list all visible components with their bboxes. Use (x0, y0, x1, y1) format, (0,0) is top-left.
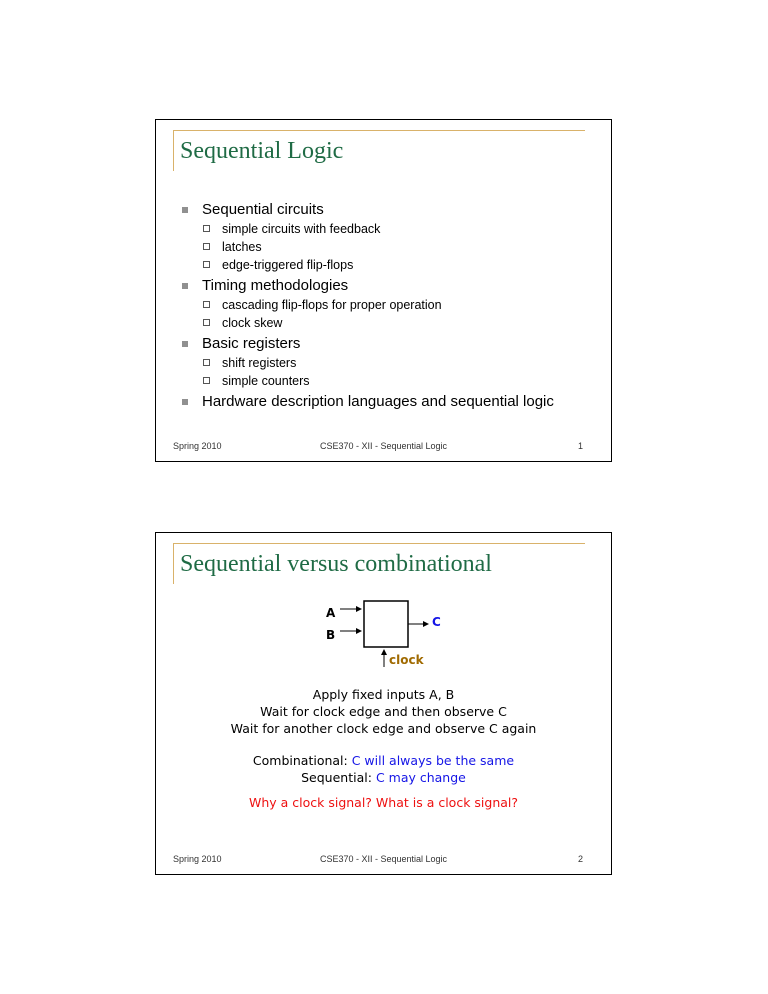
sub-bullet-item (202, 372, 602, 390)
combinational-line (156, 752, 611, 769)
hollow-square-bullet-icon (203, 359, 210, 366)
slide-2 (155, 532, 612, 875)
bullet-text: Basic registers (202, 335, 301, 352)
slide-title: Sequential Logic (180, 138, 344, 164)
title-rule-vertical (173, 130, 174, 171)
sub-bullet-text: edge-triggered flip-flops (222, 258, 354, 272)
instructions (156, 686, 611, 737)
footer-date: Spring 2010 (173, 854, 222, 864)
title-rule-horizontal (173, 130, 585, 131)
comparison (156, 752, 611, 786)
sequential-value: C may change (375, 770, 466, 785)
hollow-square-bullet-icon (203, 243, 210, 250)
footer-date: Spring 2010 (173, 441, 222, 451)
hollow-square-bullet-icon (203, 225, 210, 232)
square-bullet-icon (182, 283, 188, 289)
sub-bullet-item (202, 314, 602, 332)
instruction-line: Wait for clock edge and then observe C (260, 704, 507, 719)
slide-1 (155, 119, 612, 462)
hollow-square-bullet-icon (203, 301, 210, 308)
sub-bullet-text: clock skew (222, 316, 283, 330)
sub-bullet-item (202, 354, 602, 372)
sequential-label: Sequential: (301, 770, 372, 785)
footer-course: CSE370 - XII - Sequential Logic (319, 854, 448, 864)
bullet-text: Hardware description languages and sequential logic (202, 393, 554, 410)
hollow-square-bullet-icon (203, 377, 210, 384)
question: Why a clock signal? What is a clock signal? (248, 795, 519, 810)
sub-bullet-list (202, 354, 602, 390)
footer-page-number: 1 (577, 441, 583, 451)
sub-bullet-item (202, 238, 602, 256)
sub-bullet-text: simple circuits with feedback (222, 222, 381, 236)
footer-course: CSE370 - XII - Sequential Logic (319, 441, 448, 451)
bullet-text: Timing methodologies (202, 277, 349, 294)
sub-bullet-item (202, 296, 602, 314)
square-bullet-icon (182, 399, 188, 405)
sub-bullet-list (202, 296, 602, 332)
sub-bullet-text: simple counters (222, 374, 310, 388)
input-a-label: A (326, 606, 336, 620)
footer-page-number: 2 (577, 854, 583, 864)
sub-bullet-text: shift registers (222, 356, 297, 370)
bullet-item (182, 392, 602, 412)
hollow-square-bullet-icon (203, 261, 210, 268)
sequential-line (156, 769, 611, 786)
combinational-label: Combinational: (252, 753, 348, 768)
sub-bullet-item (202, 220, 602, 238)
input-b-label: B (326, 628, 336, 642)
sub-bullet-text: latches (222, 240, 262, 254)
bullet-item (182, 334, 602, 390)
bullet-text: Sequential circuits (202, 201, 324, 218)
square-bullet-icon (182, 207, 188, 213)
output-c-label: C (432, 615, 441, 629)
sub-bullet-text: cascading flip-flops for proper operation (222, 298, 442, 312)
hollow-square-bullet-icon (203, 319, 210, 326)
slide-title: Sequential versus combinational (180, 551, 492, 577)
circuit-diagram (156, 533, 613, 673)
clock-label: clock (389, 653, 424, 667)
combinational-value: C will always be the same (351, 753, 515, 768)
logic-block (364, 601, 408, 647)
sub-bullet-list (202, 220, 602, 274)
bullet-item (182, 276, 602, 332)
instruction-line: Wait for another clock edge and observe C again (230, 721, 537, 736)
instruction-line: Apply fixed inputs A, B (312, 687, 455, 702)
bullet-list (182, 200, 602, 412)
sub-bullet-item (202, 256, 602, 274)
square-bullet-icon (182, 341, 188, 347)
bullet-item (182, 200, 602, 274)
